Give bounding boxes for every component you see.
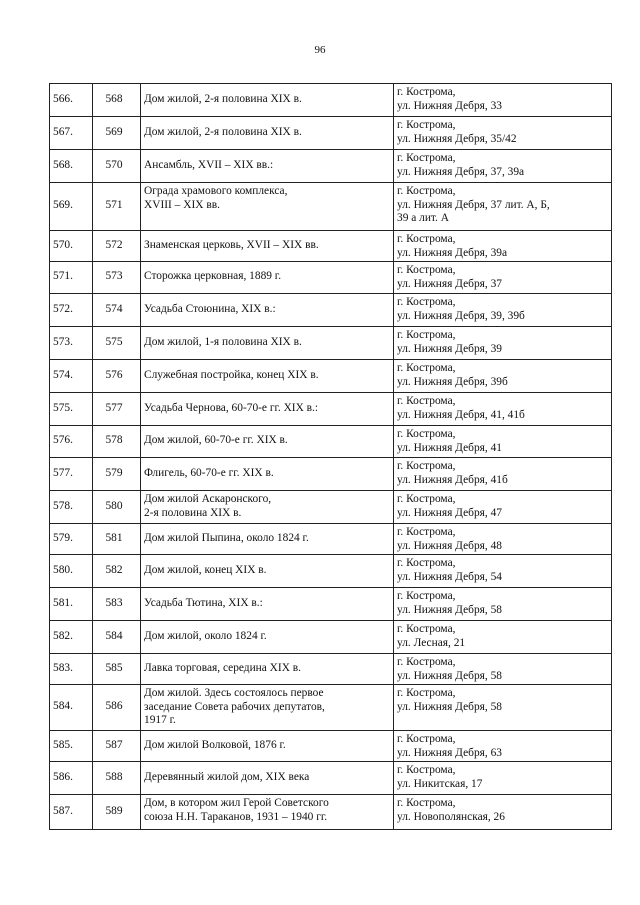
register-number-text: 589 <box>105 804 123 817</box>
object-name <box>141 685 394 731</box>
register-number <box>93 327 141 360</box>
object-address-text: г. Кострома, ул. Никитская, 17 <box>397 764 483 790</box>
record-number-text: 580. <box>53 563 73 576</box>
register-number <box>93 458 141 491</box>
object-address <box>394 654 612 685</box>
object-name <box>141 621 394 654</box>
register-number-text: 573 <box>105 270 123 282</box>
table-row <box>50 491 612 524</box>
object-name-text: Ансамбль, XVII – XIX вв.: <box>144 158 274 171</box>
object-name-text: Дом жилой, 1-я половина XIX в. <box>144 335 302 348</box>
table-row <box>50 150 612 183</box>
object-address <box>394 150 612 183</box>
object-address-text: г. Кострома, ул. Нижняя Дебря, 58 <box>397 687 502 713</box>
record-number <box>50 294 93 327</box>
object-address <box>394 491 612 524</box>
record-number <box>50 731 93 762</box>
record-number-text: 571. <box>53 270 73 282</box>
object-name-text: Дом жилой Пыпина, около 1824 г. <box>144 531 309 544</box>
object-address-text: г. Кострома, ул. Нижняя Дебря, 48 <box>397 526 502 552</box>
table-row <box>50 458 612 491</box>
object-address-text: г. Кострома, ул. Нижняя Дебря, 37 <box>397 264 502 290</box>
object-address-text: г. Кострома, ул. Нижняя Дебря, 37 лит. А, Б, 39 а лит. А <box>397 185 550 224</box>
object-address <box>394 621 612 654</box>
record-number <box>50 262 93 294</box>
object-name-text: Дом жилой, конец XIX в. <box>144 563 267 576</box>
record-number <box>50 654 93 685</box>
table-row <box>50 294 612 327</box>
object-address-text: г. Кострома, ул. Лесная, 21 <box>397 623 466 649</box>
record-number-text: 579. <box>53 531 73 544</box>
record-number <box>50 150 93 183</box>
record-number <box>50 327 93 360</box>
object-address-text: г. Кострома, ул. Нижняя Дебря, 39 <box>397 329 502 355</box>
record-number-text: 577. <box>53 466 73 479</box>
object-name-text: Флигель, 60-70-е гг. XIX в. <box>144 466 274 479</box>
object-address <box>394 731 612 762</box>
register-number <box>93 654 141 685</box>
object-address <box>394 327 612 360</box>
object-name <box>141 183 394 231</box>
record-number <box>50 491 93 524</box>
register-number <box>93 524 141 555</box>
register-number-text: 581 <box>105 531 123 544</box>
record-number-text: 570. <box>53 238 73 251</box>
object-name-text: Усадьба Чернова, 60-70-е гг. XIX в.: <box>144 401 319 414</box>
record-number <box>50 762 93 795</box>
register-number-text: 580 <box>105 499 123 512</box>
register-number-text: 584 <box>105 629 123 642</box>
record-number <box>50 621 93 654</box>
object-address-text: г. Кострома, ул. Нижняя Дебря, 37, 39а <box>397 152 525 178</box>
register-number-text: 578 <box>105 434 123 446</box>
record-number <box>50 685 93 731</box>
table-row <box>50 588 612 621</box>
register-number <box>93 84 141 117</box>
object-name <box>141 458 394 491</box>
record-number-text: 566. <box>53 92 73 105</box>
register-number <box>93 731 141 762</box>
object-address-text: г. Кострома, ул. Нижняя Дебря, 54 <box>397 557 502 583</box>
register-number-text: 576 <box>105 368 123 381</box>
object-address-text: г. Кострома, ул. Нижняя Дебря, 47 <box>397 493 502 519</box>
object-name <box>141 327 394 360</box>
object-name <box>141 393 394 426</box>
object-address <box>394 524 612 555</box>
object-name <box>141 588 394 621</box>
object-address-text: г. Кострома, ул. Нижняя Дебря, 41б <box>397 460 508 486</box>
record-number-text: 573. <box>53 335 73 348</box>
table-row <box>50 360 612 393</box>
record-number-text: 587. <box>53 804 73 817</box>
object-address <box>394 231 612 262</box>
register-number-text: 569 <box>105 125 123 138</box>
register-number-text: 582 <box>105 563 123 576</box>
table-row <box>50 795 612 830</box>
object-address <box>394 262 612 294</box>
object-name-text: Лавка торговая, середина XIX в. <box>144 661 302 674</box>
table-row <box>50 685 612 731</box>
record-number-text: 583. <box>53 661 73 674</box>
object-name-text: Дом жилой, 2-я половина XIX в. <box>144 125 302 138</box>
record-number-text: 572. <box>53 302 73 315</box>
record-number-text: 586. <box>53 770 73 783</box>
object-name-text: Усадьба Стоюнина, XIX в.: <box>144 302 276 315</box>
object-name-text: Дом жилой Аскаронского, 2-я половина XIX в. <box>144 493 272 519</box>
register-number-text: 588 <box>105 770 123 783</box>
object-address <box>394 685 612 731</box>
object-name <box>141 795 394 830</box>
register-number <box>93 426 141 458</box>
register-number <box>93 262 141 294</box>
record-number-text: 584. <box>53 700 73 712</box>
register-number-text: 568 <box>105 92 123 105</box>
record-number <box>50 524 93 555</box>
object-address <box>394 84 612 117</box>
register-number-text: 571 <box>105 199 123 211</box>
object-address <box>394 762 612 795</box>
object-name <box>141 84 394 117</box>
record-number <box>50 795 93 830</box>
register-number-text: 575 <box>105 335 123 348</box>
object-name <box>141 731 394 762</box>
register-number <box>93 795 141 830</box>
table-row <box>50 117 612 150</box>
table-body <box>50 84 612 830</box>
record-number-text: 578. <box>53 499 73 512</box>
object-address-text: г. Кострома, ул. Нижняя Дебря, 41, 41б <box>397 395 525 421</box>
object-name <box>141 555 394 588</box>
register-number <box>93 294 141 327</box>
record-number <box>50 588 93 621</box>
object-name <box>141 654 394 685</box>
record-number <box>50 360 93 393</box>
record-number <box>50 84 93 117</box>
object-name-text: Усадьба Тютина, XIX в.: <box>144 596 263 609</box>
record-number-text: 567. <box>53 125 73 138</box>
object-address-text: г. Кострома, ул. Нижняя Дебря, 58 <box>397 656 502 682</box>
object-name-text: Дом жилой, 60-70-е гг. XIX в. <box>144 434 288 446</box>
table-row <box>50 555 612 588</box>
record-number <box>50 426 93 458</box>
object-name-text: Деревянный жилой дом, XIX века <box>144 770 310 783</box>
register-number <box>93 621 141 654</box>
table-row <box>50 731 612 762</box>
object-name-text: Служебная постройка, конец XIX в. <box>144 368 319 381</box>
page-number: 96 <box>314 44 326 56</box>
object-address <box>394 458 612 491</box>
object-name <box>141 762 394 795</box>
object-address <box>394 360 612 393</box>
object-name-text: Дом жилой, около 1824 г. <box>144 629 267 642</box>
object-name <box>141 491 394 524</box>
register-number-text: 586 <box>105 700 123 712</box>
table-row <box>50 231 612 262</box>
register-number <box>93 150 141 183</box>
register-number-text: 587 <box>105 738 123 751</box>
object-address <box>394 393 612 426</box>
table-row <box>50 327 612 360</box>
object-name <box>141 262 394 294</box>
record-number <box>50 393 93 426</box>
object-name-text: Дом жилой. Здесь состоялось первое заседание Совета рабочих депутатов, 1917 г. <box>144 687 325 726</box>
register-number <box>93 183 141 231</box>
object-address-text: г. Кострома, ул. Нижняя Дебря, 63 <box>397 733 502 759</box>
table-row <box>50 262 612 294</box>
register-number-text: 577 <box>105 401 123 414</box>
record-number-text: 576. <box>53 434 73 446</box>
object-address-text: г. Кострома, ул. Нижняя Дебря, 39, 39б <box>397 296 525 322</box>
table-row <box>50 84 612 117</box>
object-name-text: Дом жилой Волковой, 1876 г. <box>144 738 286 751</box>
register-number-text: 574 <box>105 302 123 315</box>
heritage-registry-table <box>49 83 612 830</box>
record-number <box>50 231 93 262</box>
register-number <box>93 555 141 588</box>
table-row <box>50 393 612 426</box>
table-row <box>50 426 612 458</box>
object-name <box>141 231 394 262</box>
object-address-text: г. Кострома, ул. Нижняя Дебря, 39б <box>397 362 508 388</box>
register-number <box>93 117 141 150</box>
record-number-text: 575. <box>53 401 73 414</box>
register-number-text: 570 <box>105 158 123 171</box>
register-number-text: 583 <box>105 596 123 609</box>
register-number <box>93 762 141 795</box>
object-name <box>141 524 394 555</box>
register-number <box>93 393 141 426</box>
object-name <box>141 294 394 327</box>
object-address <box>394 294 612 327</box>
table-row <box>50 621 612 654</box>
record-number-text: 585. <box>53 738 73 751</box>
table-row <box>50 524 612 555</box>
object-name-text: Дом жилой, 2-я половина XIX в. <box>144 92 302 105</box>
object-address <box>394 795 612 830</box>
record-number-text: 569. <box>53 199 73 211</box>
register-number <box>93 231 141 262</box>
record-number <box>50 117 93 150</box>
object-name-text: Знаменская церковь, XVII – XIX вв. <box>144 238 319 251</box>
object-address-text: г. Кострома, ул. Новополянская, 26 <box>397 797 505 823</box>
register-number <box>93 685 141 731</box>
register-number-text: 585 <box>105 661 123 674</box>
object-address <box>394 426 612 458</box>
register-number <box>93 588 141 621</box>
record-number-text: 581. <box>53 596 73 609</box>
object-address <box>394 588 612 621</box>
object-address-text: г. Кострома, ул. Нижняя Дебря, 41 <box>397 428 502 454</box>
table-row <box>50 762 612 795</box>
object-address <box>394 555 612 588</box>
table-row <box>50 654 612 685</box>
object-name-text: Ограда храмового комплекса, XVIII – XIX вв. <box>144 185 288 211</box>
object-name <box>141 117 394 150</box>
record-number <box>50 458 93 491</box>
record-number <box>50 555 93 588</box>
object-address-text: г. Кострома, ул. Нижняя Дебря, 35/42 <box>397 119 517 145</box>
object-name <box>141 360 394 393</box>
object-address-text: г. Кострома, ул. Нижняя Дебря, 58 <box>397 590 502 616</box>
record-number-text: 582. <box>53 629 73 642</box>
object-address-text: г. Кострома, ул. Нижняя Дебря, 39а <box>397 233 508 259</box>
object-address <box>394 117 612 150</box>
record-number-text: 568. <box>53 158 73 171</box>
table-row <box>50 183 612 231</box>
record-number <box>50 183 93 231</box>
register-number-text: 572 <box>105 238 123 251</box>
object-name-text: Дом, в котором жил Герой Советского союза Н.Н. Тараканов, 1931 – 1940 гг. <box>144 797 329 823</box>
object-address <box>394 183 612 231</box>
object-address-text: г. Кострома, ул. Нижняя Дебря, 33 <box>397 86 502 112</box>
object-name-text: Сторожка церковная, 1889 г. <box>144 270 282 282</box>
register-number <box>93 360 141 393</box>
object-name <box>141 426 394 458</box>
record-number-text: 574. <box>53 368 73 381</box>
register-number <box>93 491 141 524</box>
object-name <box>141 150 394 183</box>
register-number-text: 579 <box>105 466 123 479</box>
